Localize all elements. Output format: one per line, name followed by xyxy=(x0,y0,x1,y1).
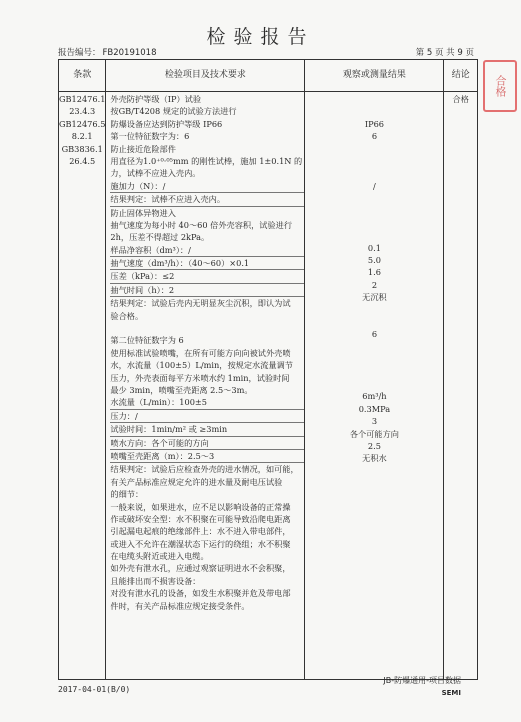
item-line: 2h，压差不得超过 2kPa。 xyxy=(110,232,210,243)
result-line: 0.1 xyxy=(367,242,381,253)
inspection-table xyxy=(58,59,478,680)
result-line xyxy=(305,341,443,353)
result-line xyxy=(305,353,443,365)
result-line: 6 xyxy=(371,329,378,340)
col-header-result: 观察或测量结果 xyxy=(305,60,444,92)
clause-line: GB12476.5 xyxy=(59,118,106,129)
item-line: 验合格。 xyxy=(110,310,144,321)
item-line: 结果判定：试验后壳内无明显灰尘沉积，即认为试 xyxy=(110,298,291,309)
item-line: 或进入不允许在潮湿状态下运行的绕组；水不积聚 xyxy=(110,538,291,549)
item-line xyxy=(110,322,304,334)
item-line: 用直径为1.0⁺⁰·⁰⁵mm 的刚性试棒，施加 1±0.1N 的 xyxy=(110,155,303,166)
report-number-value: FB20191018 xyxy=(102,48,157,58)
clause-line: GB3836.1 xyxy=(61,143,103,154)
result-line xyxy=(305,205,443,217)
item-line: 喷水方向：各个可能的方向 xyxy=(110,437,304,450)
footer-form-name: JB-防爆通用-项目数据 xyxy=(383,676,461,685)
result-line: 2.5 xyxy=(367,440,381,451)
company-logo: SEMI xyxy=(441,689,461,697)
result-line: 1.6 xyxy=(367,267,381,278)
item-line: 在电缆头附近或进入电缆。 xyxy=(110,551,209,562)
col-header-conclusion: 结论 xyxy=(444,60,478,92)
clause-line: 8.2.1 xyxy=(71,131,93,142)
item-line: 试验时间：1min/m² 或 ≥3min xyxy=(110,423,304,436)
result-line: 3 xyxy=(371,416,378,427)
item-line: 抽气速度（dm³/h）：（40～60）×0.1 xyxy=(110,257,304,270)
col-header-clause: 条款 xyxy=(59,60,106,92)
item-line: 最少 3min，喷嘴至壳距离 2.5～3m。 xyxy=(110,384,253,395)
item-line: 水，水流量（100±5）L/min，按规定水流量调节 xyxy=(110,360,293,371)
result-line xyxy=(305,229,443,241)
inspection-stamp: 合格 xyxy=(483,60,517,112)
result-line: 2 xyxy=(371,279,378,290)
item-line: 结果判定：试验后应检查外壳的进水情况，如可能， xyxy=(110,464,299,475)
clause-line: 23.4.3 xyxy=(69,106,96,117)
item-line: 防爆设备应达到防护等级 IP66 xyxy=(110,118,223,129)
result-line xyxy=(305,155,443,167)
item-line: 施加力（N）：/ xyxy=(110,180,304,193)
item-line: 引起漏电起痕的绝缘部件上：水不进入带电部件， xyxy=(110,526,291,537)
item-line: 防止固体异物进入 xyxy=(110,207,176,218)
page-info: 第 5 页 共 9 页 xyxy=(415,48,474,58)
item-line: 压差（kPa）：≤2 xyxy=(110,270,304,283)
result-line xyxy=(305,192,443,204)
col-header-item: 检验项目及技术要求 xyxy=(106,60,305,92)
item-line: 样品净容积（dm³）：/ xyxy=(110,244,304,257)
item-line: 水流量（L/min）：100±5 xyxy=(110,396,304,409)
item-line: 件时，有关产品标准应规定接受条件。 xyxy=(110,600,250,611)
result-line xyxy=(305,366,443,378)
result-line xyxy=(305,217,443,229)
footer-date: 2017-04-01(B/0) xyxy=(58,685,131,694)
result-line: IP66 xyxy=(364,118,385,129)
footer-form xyxy=(383,675,461,697)
result-cell xyxy=(305,92,444,680)
result-line: 无沉积 xyxy=(362,292,387,303)
item-line: 第一位特征数字为：6 xyxy=(110,131,190,142)
result-line: / xyxy=(373,180,376,191)
item-line: 作或破坏安全型：水不积聚在可能导致沿爬电距离 xyxy=(110,513,291,524)
item-line: 压力，外壳表面每平方米喷水约 1min，试验时间 xyxy=(110,372,290,383)
report-number-label: 报告编号： xyxy=(58,48,101,58)
item-line: 结果判定：试棒不应进入壳内。 xyxy=(110,193,304,206)
item-line: 抽气时间（h）：2 xyxy=(110,284,304,297)
item-cell xyxy=(106,92,305,680)
result-line: 5.0 xyxy=(367,255,381,266)
item-line: 一般来说，如果进水，应不足以影响设备的正常操 xyxy=(110,501,291,512)
result-line: 各个可能方向 xyxy=(349,428,399,439)
item-line: 第二位特征数字为 6 xyxy=(110,335,184,346)
result-line: 6m³/h xyxy=(362,391,387,402)
result-line xyxy=(305,105,443,117)
item-line: 使用标准试验喷嘴，在所有可能方向向被试外壳喷 xyxy=(110,347,291,358)
item-line: 且能排出而不损害设备： xyxy=(110,575,201,586)
table-header-row xyxy=(59,60,478,92)
result-line: 6 xyxy=(371,131,378,142)
clause-cell xyxy=(59,92,106,680)
result-line: 无积水 xyxy=(362,453,387,464)
conclusion-cell: 合格 xyxy=(444,92,478,680)
item-line: 的细节： xyxy=(110,489,144,500)
item-line: 抽气速度为每小时 40～60 倍外壳容积，试验进行 xyxy=(110,219,293,230)
item-line: 防止接近危险部件 xyxy=(110,143,176,154)
item-line: 压力：/ xyxy=(110,410,304,423)
clause-line: 26.4.5 xyxy=(69,155,96,166)
result-line: 0.3MPa xyxy=(358,403,391,414)
report-number xyxy=(58,46,157,58)
table-row xyxy=(59,92,478,680)
result-line xyxy=(305,304,443,316)
result-line xyxy=(305,167,443,179)
item-line: 外壳防护等级（IP）试验 xyxy=(110,94,202,104)
item-line: 有关产品标准应规定允许的进水量及耐电压试验 xyxy=(110,476,283,487)
clause-line: GB12476.1 xyxy=(59,94,106,104)
item-line: 力，试棒不应进入壳内。 xyxy=(110,168,201,179)
result-line xyxy=(305,93,443,105)
item-line: 喷嘴至壳距离（m）：2.5～3 xyxy=(110,450,304,463)
report-title: 检验报告 xyxy=(206,26,315,48)
item-line: 如外壳有泄水孔，应通过观察证明进水不会积聚， xyxy=(110,563,291,574)
result-line xyxy=(305,316,443,328)
item-line: 按GB/T4208 规定的试验方法进行 xyxy=(110,106,237,117)
item-line: 对没有泄水孔的设备，如发生水积聚并危及带电部 xyxy=(110,588,291,599)
result-line xyxy=(305,378,443,390)
result-line xyxy=(305,143,443,155)
